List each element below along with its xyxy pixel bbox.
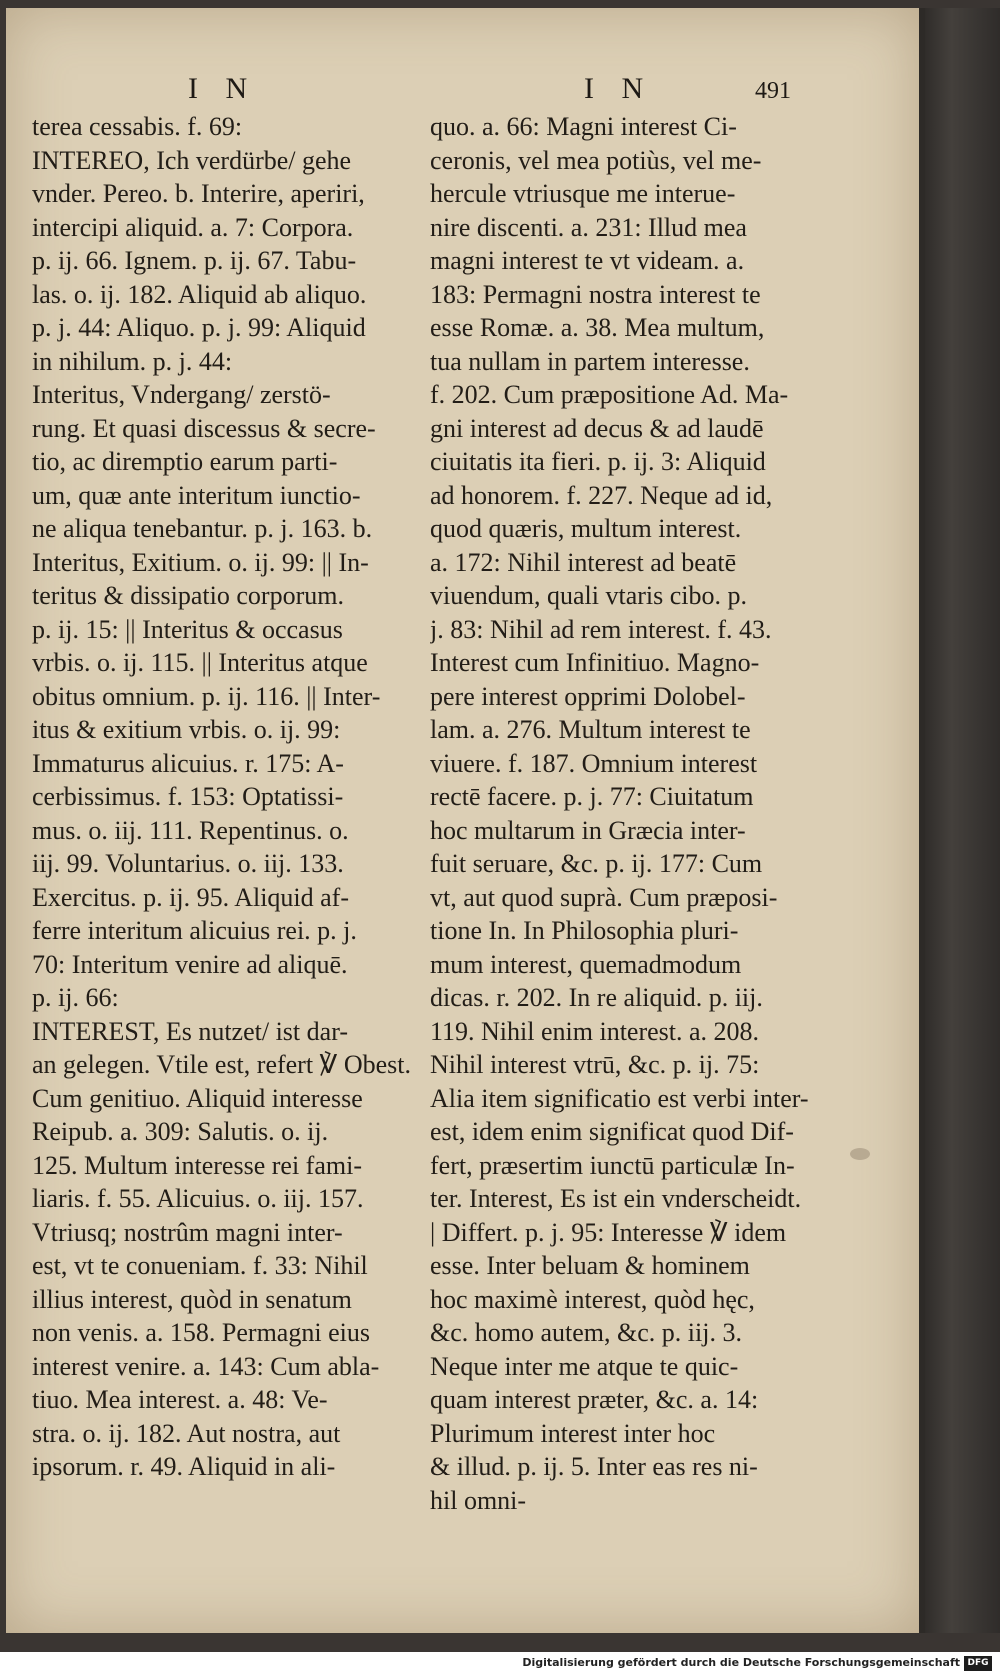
text-line: Neque inter me atque te quic- [430, 1351, 739, 1381]
text-line: viuere. f. 187. Omnium interest [430, 748, 758, 778]
text-line: ciuitatis ita fieri. p. ij. 3: Aliquid [430, 447, 766, 476]
text-line: ipsorum. r. 49. Aliquid in ali- [32, 1452, 336, 1481]
footer-credit: Digitalisierung gefördert durch die Deutsche Forschungsgemeinschaft [522, 1656, 960, 1669]
text-line: ter. Interest, Es ist ein vnderscheidt. [430, 1184, 802, 1213]
text-line: hil omni- [430, 1485, 527, 1515]
text-line: quod quæris, multum interest. [430, 514, 742, 543]
text-line: intercipi aliquid. a. 7: Corpora. [32, 212, 354, 242]
text-line: teritus & dissipatio corporum. [32, 581, 344, 610]
text-line: rung. Et quasi discessus & secre- [32, 413, 376, 443]
text-line: mum interest, quemadmodum [430, 949, 742, 979]
text-line: tio, ac diremptio earum parti- [32, 447, 338, 476]
text-line: Cum genitiuo. Aliquid interesse [32, 1083, 363, 1113]
text-line: vrbis. o. ij. 115. || Interitus atque [32, 648, 368, 677]
text-line: an gelegen. Vtile est, refert ℣ Obest. [32, 1050, 412, 1079]
text-line: nire discenti. a. 231: Illud mea [430, 212, 747, 242]
text-line: & illud. p. ij. 5. Inter eas res ni- [430, 1452, 758, 1481]
text-line: gni interest ad decus & ad laudē [430, 413, 764, 443]
text-line: non venis. a. 158. Permagni eius [32, 1318, 370, 1347]
text-line: INTEREO, Ich verdürbe/ gehe [32, 145, 352, 175]
text-line: ad honorem. f. 227. Neque ad id, [430, 480, 773, 510]
text-line: ferre interitum alicuius rei. p. j. [32, 916, 357, 945]
text-line: cerbissimus. f. 153: Optatissi- [32, 782, 344, 811]
book-binding-edge [919, 8, 1000, 1633]
right-text-column [430, 110, 822, 1517]
text-line: a. 172: Nihil interest ad beatē [430, 547, 737, 577]
left-text-column [32, 110, 422, 1484]
text-line: itus & exitium vrbis. o. ij. 99: [32, 715, 341, 744]
text-line: tua nullam in partem interesse. [430, 346, 750, 376]
text-line: p. j. 44: Aliquo. p. j. 99: Aliquid [32, 313, 366, 342]
dfg-logo: DFG [964, 1656, 992, 1671]
text-line: pere interest opprimi Dolobel- [430, 681, 746, 711]
text-line: | Differt. p. j. 95: Interesse ℣ idem [430, 1217, 787, 1247]
text-line: stra. o. ij. 182. Aut nostra, aut [32, 1418, 341, 1448]
text-line: Interest cum Infinitiuo. Magno- [430, 648, 760, 677]
text-line: est, vt te conueniam. f. 33: Nihil [32, 1251, 368, 1280]
text-line: tione In. In Philosophia pluri- [430, 916, 739, 945]
text-line: illius interest, quòd in senatum [32, 1284, 352, 1314]
running-head-right: I N [584, 72, 654, 105]
text-line: obitus omnium. p. ij. 116. || Inter- [32, 681, 381, 711]
text-line: Reipub. a. 309: Salutis. o. ij. [32, 1117, 329, 1146]
text-line: magni interest te vt videam. a. [430, 246, 745, 275]
text-line: &c. homo autem, &c. p. iij. 3. [430, 1318, 742, 1347]
text-line: fuit seruare, &c. p. ij. 177: Cum [430, 849, 763, 878]
text-line: Immaturus alicuius. r. 175: A- [32, 748, 344, 778]
text-line: hercule vtriusque me interue- [430, 179, 736, 208]
text-line: est, idem enim significat quod Dif- [430, 1117, 794, 1146]
text-line: 119. Nihil enim interest. a. 208. [430, 1016, 760, 1046]
text-line: f. 202. Cum præpositione Ad. Ma- [430, 380, 789, 409]
text-line: 183: Permagni nostra interest te [430, 279, 761, 309]
text-line: liaris. f. 55. Alicuius. o. iij. 157. [32, 1184, 364, 1213]
text-line: fert, præsertim iunctū particulæ In- [430, 1150, 795, 1180]
running-head-left: I N [188, 72, 258, 105]
text-line: lam. a. 276. Multum interest te [430, 715, 751, 744]
text-line: ne aliqua tenebantur. p. j. 163. b. [32, 514, 373, 543]
text-line: Nihil interest vtrū, &c. p. ij. 75: [430, 1050, 760, 1079]
text-line: p. ij. 15: || Interitus & occasus [32, 614, 343, 644]
text-line: Exercitus. p. ij. 95. Aliquid af- [32, 882, 350, 912]
text-line: quam interest præter, &c. a. 14: [430, 1385, 759, 1414]
text-line: interest venire. a. 143: Cum abla- [32, 1351, 380, 1381]
text-line: Plurimum interest inter hoc [430, 1418, 716, 1448]
text-line: viuendum, quali vtaris cibo. p. [430, 581, 748, 610]
text-line: quo. a. 66: Magni interest Ci- [430, 112, 737, 141]
text-line: Vtriusq; nostrûm magni inter- [32, 1217, 343, 1247]
text-line: j. 83: Nihil ad rem interest. f. 43. [430, 614, 772, 644]
text-line: terea cessabis. f. 69: [32, 112, 243, 141]
text-line: hoc multarum in Græcia inter- [430, 815, 746, 845]
text-line: dicas. r. 202. In re aliquid. p. iij. [430, 983, 763, 1012]
text-line: las. o. ij. 182. Aliquid ab aliquo. [32, 279, 367, 309]
text-line: mus. o. iij. 111. Repentinus. o. [32, 815, 349, 845]
page-number: 491 [755, 78, 791, 104]
text-line: in nihilum. p. j. 44: [32, 346, 233, 376]
text-line: p. ij. 66. Ignem. p. ij. 67. Tabu- [32, 246, 357, 275]
text-line: vnder. Pereo. b. Interire, aperiri, [32, 179, 365, 208]
footer-strip [0, 1652, 1000, 1676]
ink-blot [850, 1148, 870, 1160]
text-line: Interitus, Vndergang/ zerstö- [32, 380, 331, 409]
text-line: esse. Inter beluam & hominem [430, 1251, 750, 1280]
text-line: INTEREST, Es nutzet/ ist dar- [32, 1016, 348, 1046]
text-line: iij. 99. Voluntarius. o. iij. 133. [32, 849, 344, 878]
text-line: Alia item significatio est verbi inter- [430, 1083, 809, 1113]
text-line: p. ij. 66: [32, 983, 119, 1012]
text-line: hoc maximè interest, quòd hęc, [430, 1284, 755, 1314]
text-line: Interitus, Exitium. o. ij. 99: || In- [32, 547, 369, 577]
text-line: esse Romæ. a. 38. Mea multum, [430, 313, 765, 342]
text-line: um, quæ ante interitum iunctio- [32, 480, 361, 510]
text-line: vt, aut quod suprà. Cum præposi- [430, 882, 778, 912]
text-line: tiuo. Mea interest. a. 48: Ve- [32, 1385, 328, 1414]
text-line: 125. Multum interesse rei fami- [32, 1150, 362, 1180]
text-line: ceronis, vel mea potiùs, vel me- [430, 145, 762, 175]
text-line: 70: Interitum venire ad aliquē. [32, 949, 348, 979]
text-line: rectē facere. p. j. 77: Ciuitatum [430, 782, 754, 811]
